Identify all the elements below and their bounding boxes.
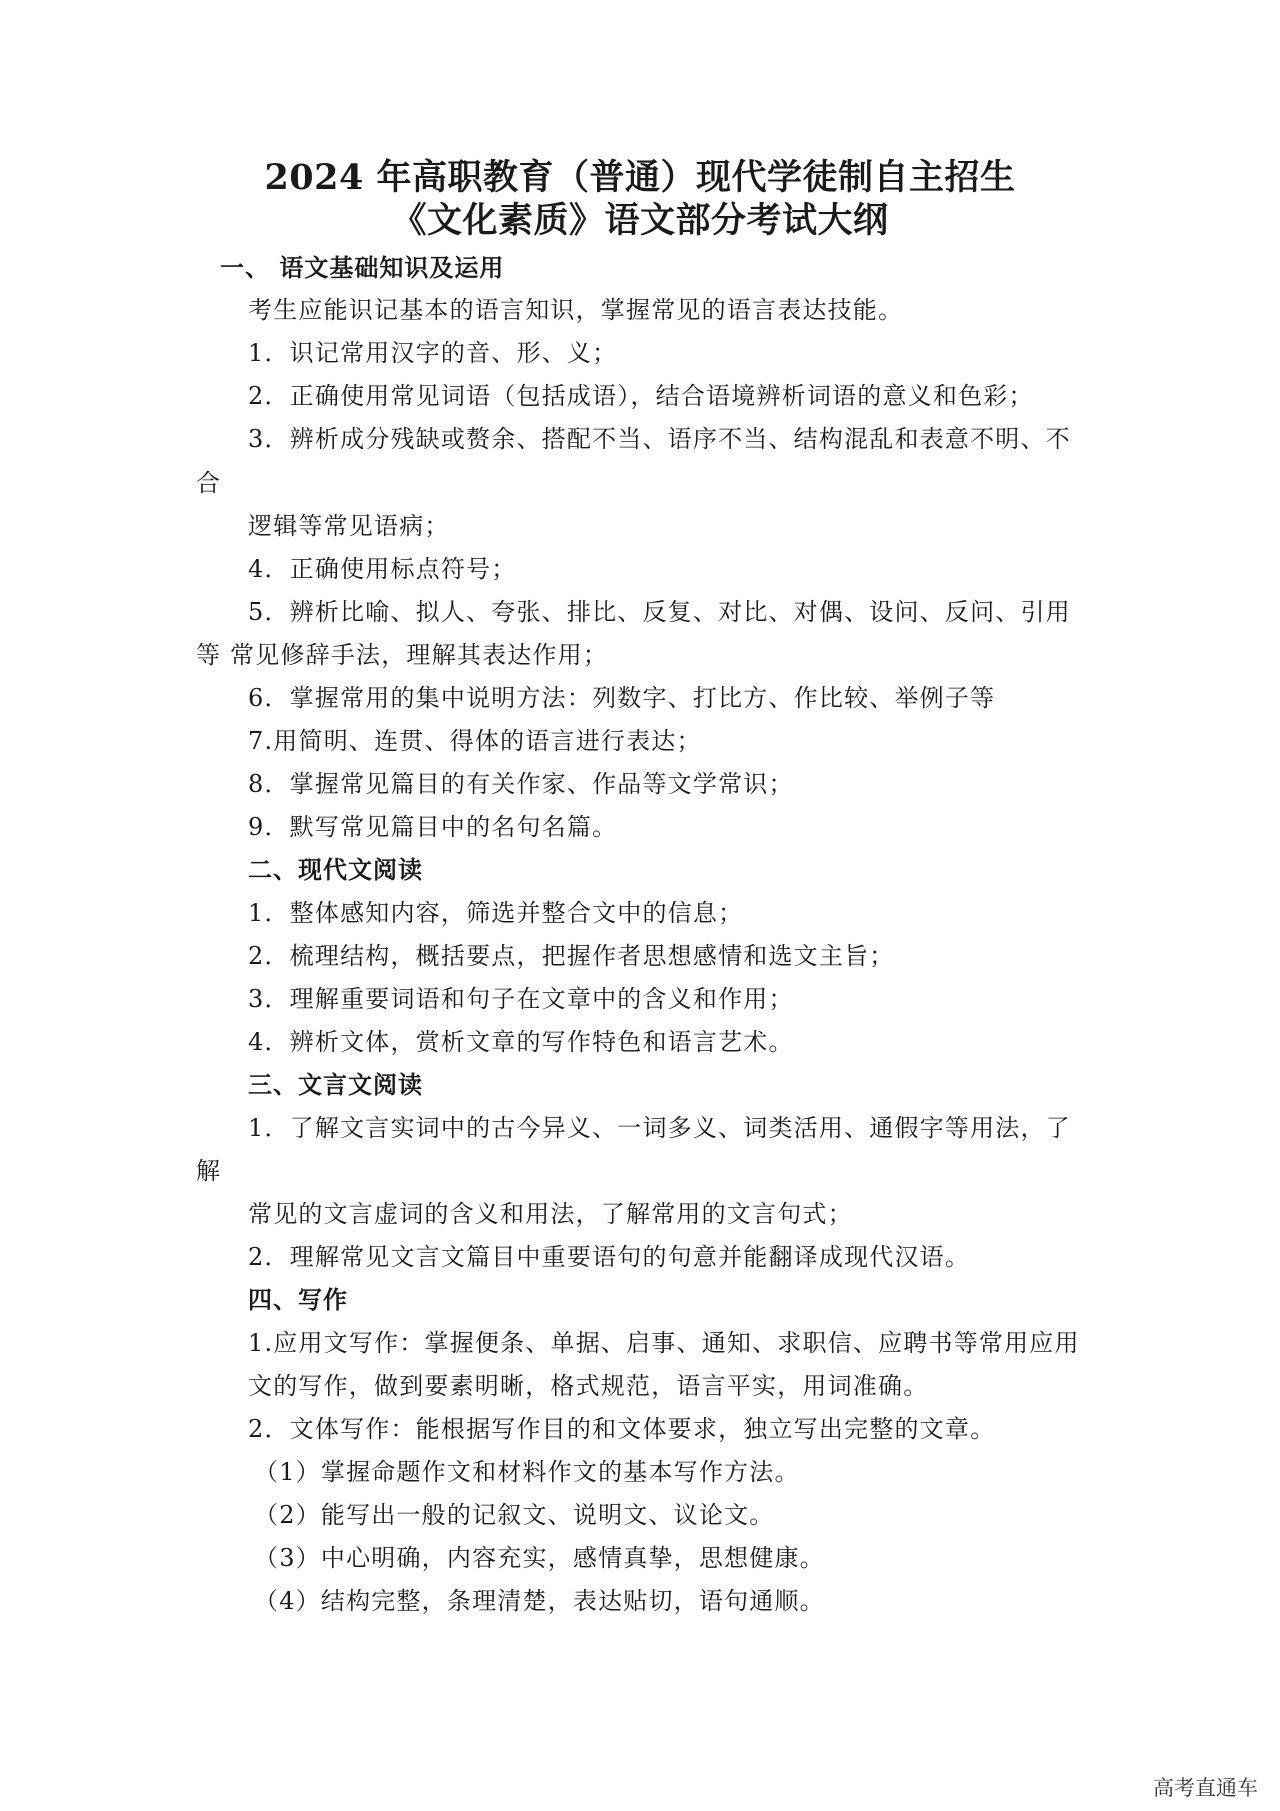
section-1-item-7: 7.用简明、连贯、得体的语言进行表达； bbox=[248, 727, 702, 755]
section-2-item-2: 2．梳理结构，概括要点，把握作者思想感情和选文主旨； bbox=[248, 942, 895, 970]
section-4-sub-1: （1）掌握命题作文和材料作文的基本写作方法。 bbox=[254, 1458, 800, 1486]
section-1-item-5-line-1: 5．辨析比喻、拟人、夸张、排比、反复、对比、对偶、设问、反问、引用 bbox=[248, 598, 1071, 626]
section-2-item-1: 1．整体感知内容，筛选并整合文中的信息； bbox=[248, 899, 744, 927]
document-title-line-1: 2024 年高职教育（普通）现代学徒制自主招生 bbox=[264, 157, 1016, 198]
section-1-item-2: 2．正确使用常见词语（包括成语），结合语境辨析词语的意义和色彩； bbox=[248, 382, 1034, 410]
section-1-item-4: 4．正确使用标点符号； bbox=[248, 555, 517, 583]
section-4-item-1-line-1: 1.应用文写作：掌握便条、单据、启事、通知、求职信、应聘书等常用应用 bbox=[248, 1329, 1080, 1357]
section-3-item-1-line-2: 解 bbox=[196, 1157, 222, 1185]
section-4-item-1-line-2: 文的写作，做到要素明晰，格式规范，语言平实，用词准确。 bbox=[248, 1372, 929, 1400]
section-4-item-2: 2．文体写作：能根据写作目的和文体要求，独立写出完整的文章。 bbox=[248, 1415, 996, 1443]
watermark-label: 高考直通车 bbox=[1153, 1776, 1258, 1800]
document-title-line-2: 《文化素质》语文部分考试大纲 bbox=[391, 200, 889, 241]
section-4-heading: 四、写作 bbox=[248, 1285, 348, 1314]
section-3-item-2: 2．理解常见文言文篇目中重要语句的句意并能翻译成现代汉语。 bbox=[248, 1243, 971, 1271]
section-1-item-5-line-2: 等 常见修辞手法，理解其表达作用； bbox=[196, 641, 609, 669]
section-1-item-9: 9．默写常见篇目中的名句名篇。 bbox=[248, 813, 618, 841]
section-4-sub-3: （3）中心明确，内容充实，感情真挚，思想健康。 bbox=[254, 1544, 825, 1572]
section-1-item-3-line-2: 合 bbox=[196, 469, 222, 497]
section-3-item-1-line-3: 常见的文言虚词的含义和用法，了解常用的文言句式； bbox=[248, 1200, 853, 1228]
section-1-item-3-line-3: 逻辑等常见语病； bbox=[248, 512, 450, 540]
section-4-sub-2: （2）能写出一般的记叙文、说明文、议论文。 bbox=[254, 1501, 775, 1529]
section-2-heading: 二、现代文阅读 bbox=[248, 855, 423, 884]
section-1-item-3-line-1: 3．辨析成分残缺或赘余、搭配不当、语序不当、结构混乱和表意不明、不 bbox=[248, 425, 1071, 453]
section-1-intro: 考生应能识记基本的语言知识，掌握常见的语言表达技能。 bbox=[248, 296, 904, 324]
section-1-item-1: 1．识记常用汉字的音、形、义； bbox=[248, 339, 618, 367]
section-1-heading: 一、 语文基础知识及运用 bbox=[220, 253, 505, 282]
section-2-item-4: 4．辨析文体，赏析文章的写作特色和语言艺术。 bbox=[248, 1028, 794, 1056]
section-1-item-6: 6．掌握常用的集中说明方法：列数字、打比方、作比较、举例子等 bbox=[248, 684, 996, 712]
section-4-sub-4: （4）结构完整，条理清楚，表达贴切，语句通顺。 bbox=[254, 1587, 825, 1615]
section-2-item-3: 3．理解重要词语和句子在文章中的含义和作用； bbox=[248, 985, 794, 1013]
section-1-item-8: 8．掌握常见篇目的有关作家、作品等文学常识； bbox=[248, 770, 794, 798]
section-3-item-1-line-1: 1．了解文言实词中的古今异义、一词多义、词类活用、通假字等用法，了 bbox=[248, 1114, 1071, 1142]
section-3-heading: 三、文言文阅读 bbox=[248, 1070, 423, 1099]
